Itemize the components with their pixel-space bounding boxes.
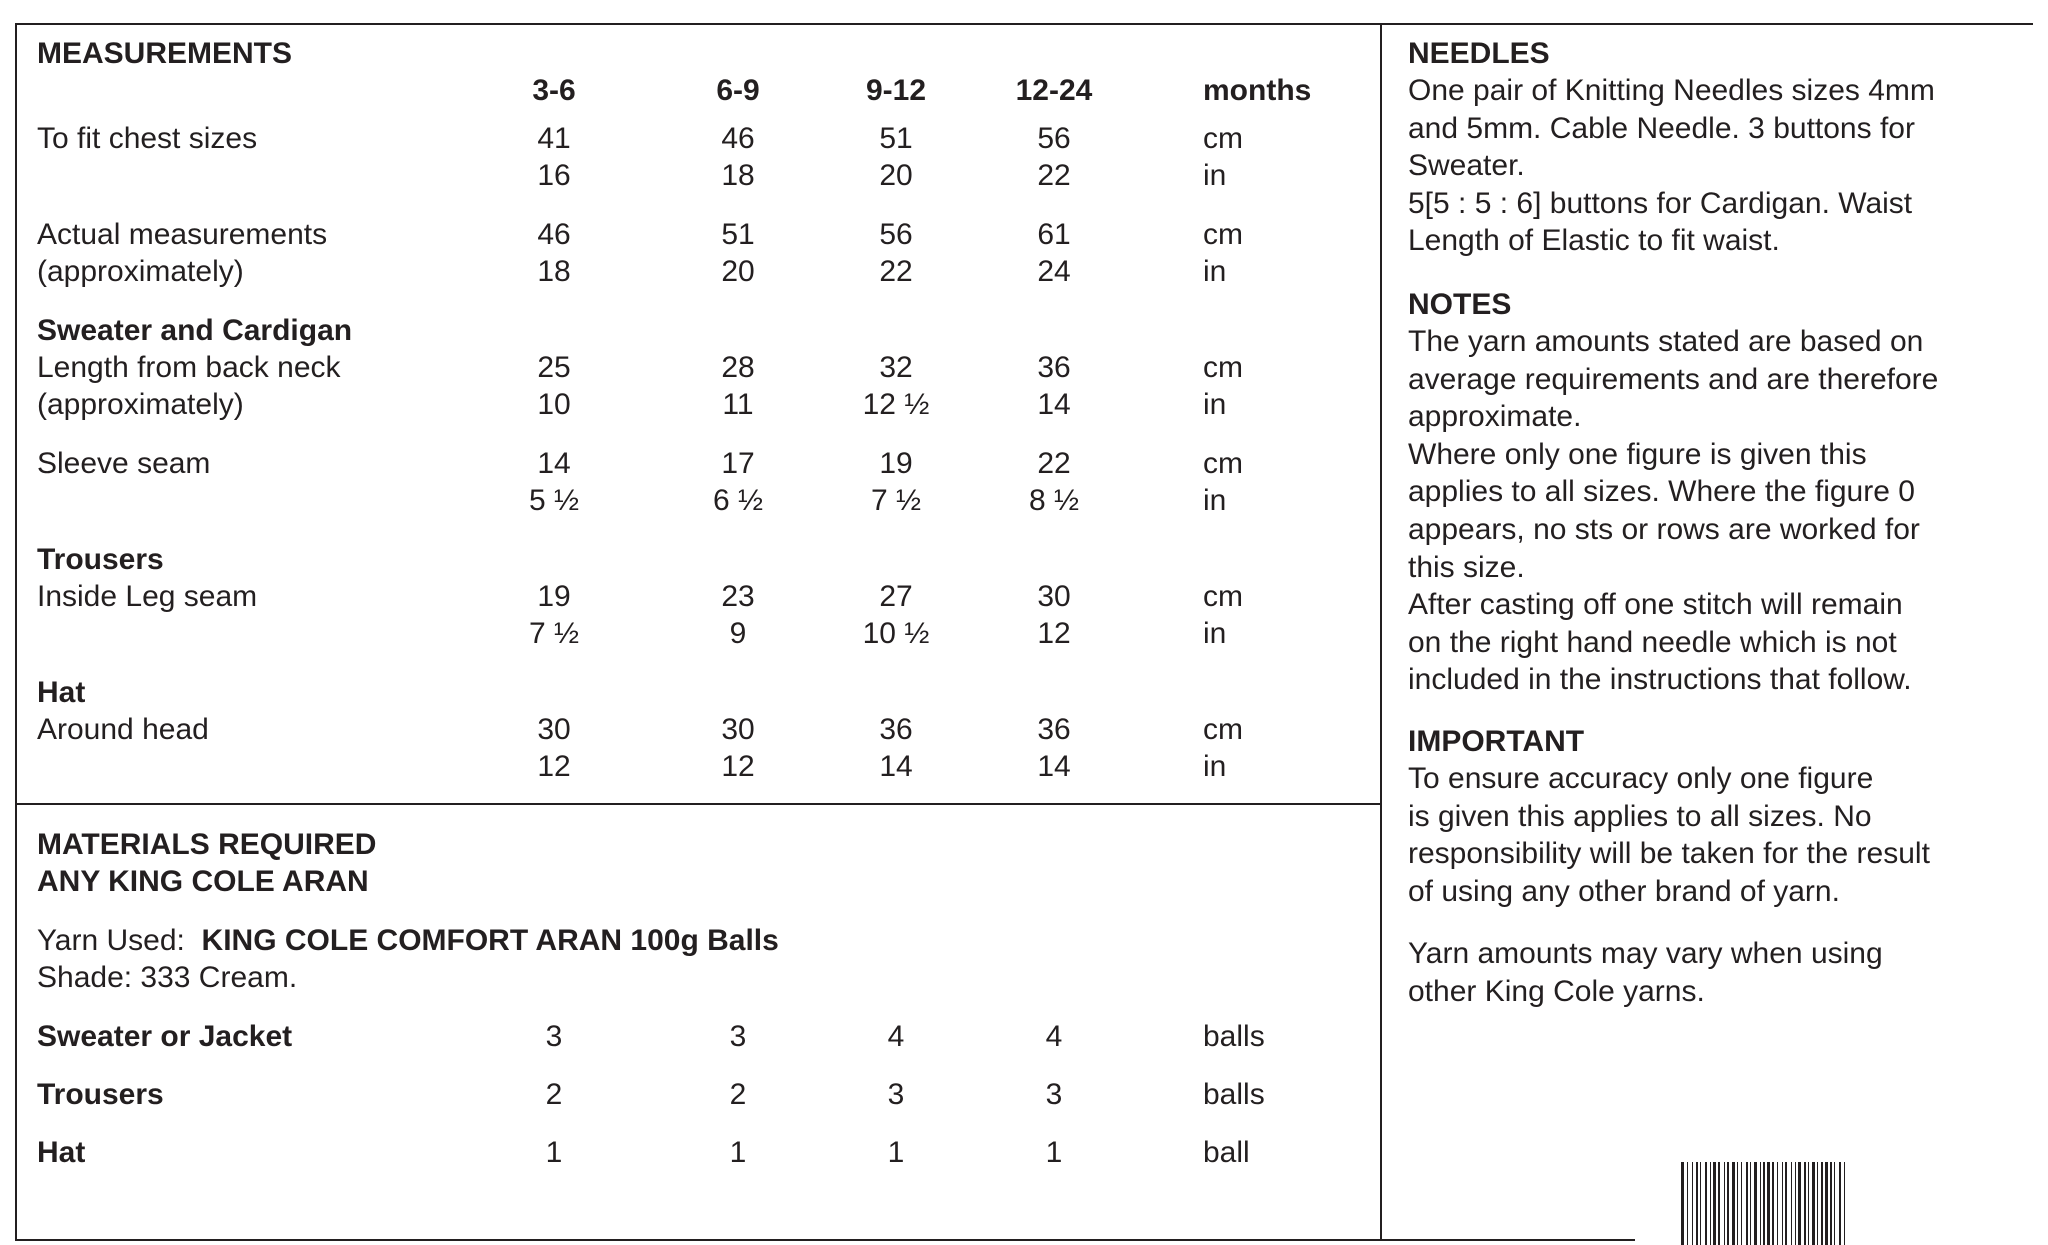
row-label: To fit chest sizes xyxy=(37,122,258,155)
material-unit: ball xyxy=(1203,1136,1250,1169)
text-line: After casting off one stitch will remain xyxy=(1408,588,1903,622)
important-heading: IMPORTANT xyxy=(1408,725,1585,758)
barcode-icon xyxy=(1681,1162,2011,1245)
text-line: included in the instructions that follow. xyxy=(1408,663,1912,697)
cell-cm: 51 xyxy=(879,122,913,155)
text-line: Length of Elastic to fit waist. xyxy=(1408,224,1780,258)
cell-in: 7 ½ xyxy=(870,484,922,517)
cell-cm: 28 xyxy=(721,351,755,384)
material-row-label: Sweater or Jacket xyxy=(37,1020,293,1053)
unit-cm: cm xyxy=(1203,122,1243,155)
material-row-label: Trousers xyxy=(37,1078,164,1111)
cell-cm: 27 xyxy=(879,580,913,613)
text-line: responsibility will be taken for the result xyxy=(1408,837,1930,871)
cell-in: 20 xyxy=(721,255,755,288)
material-cell: 3 xyxy=(545,1020,563,1053)
cell-in: 8 ½ xyxy=(1028,484,1080,517)
cell-in: 5 ½ xyxy=(528,484,580,517)
cell-cm: 30 xyxy=(537,713,571,746)
unit-column-header: months xyxy=(1203,74,1312,107)
unit-cm: cm xyxy=(1203,713,1243,746)
material-cell: 1 xyxy=(545,1136,563,1169)
frame-top-border xyxy=(15,23,2033,25)
frame-bottom-border xyxy=(15,1239,1635,1241)
materials-heading: MATERIALS REQUIRED xyxy=(37,828,377,861)
unit-cm: cm xyxy=(1203,447,1243,480)
cell-cm: 56 xyxy=(879,218,913,251)
cell-cm: 30 xyxy=(721,713,755,746)
text-line: of using any other brand of yarn. xyxy=(1408,874,1840,908)
row-label: Around head xyxy=(37,713,209,746)
row-label: Actual measurements xyxy=(37,218,328,251)
text-line: applies to all sizes. Where the figure 0 xyxy=(1408,475,1915,509)
cell-in: 11 xyxy=(722,388,754,421)
material-cell: 3 xyxy=(887,1078,905,1111)
material-cell: 4 xyxy=(887,1020,905,1053)
cell-in: 14 xyxy=(1037,388,1071,421)
cell-cm: 36 xyxy=(879,713,913,746)
row-label-note: (approximately) xyxy=(37,255,244,288)
cell-in: 14 xyxy=(1037,750,1071,783)
materials-subheading: ANY KING COLE ARAN xyxy=(37,865,369,898)
cell-in: 16 xyxy=(537,159,571,192)
text-line: Sweater. xyxy=(1408,149,1525,183)
cell-in: 22 xyxy=(879,255,913,288)
unit-in: in xyxy=(1203,388,1227,421)
unit-cm: cm xyxy=(1203,580,1243,613)
size-column-header: 12-24 xyxy=(1015,74,1093,107)
cell-in: 18 xyxy=(721,159,755,192)
text-line: 5[5 : 5 : 6] buttons for Cardigan. Waist xyxy=(1408,186,1913,220)
frame-left-border xyxy=(15,23,17,1241)
cell-in: 24 xyxy=(1037,255,1071,288)
unit-in: in xyxy=(1203,159,1227,192)
text-line: average requirements and are therefore xyxy=(1408,362,1939,396)
text-line: this size. xyxy=(1408,550,1525,584)
cell-cm: 32 xyxy=(879,351,913,384)
shade-line: Shade: 333 Cream. xyxy=(37,961,298,994)
material-cell: 2 xyxy=(545,1078,563,1111)
section-heading: Hat xyxy=(37,676,86,709)
text-line: The yarn amounts stated are based on xyxy=(1408,325,1924,358)
yarn-used-value: KING COLE COMFORT ARAN 100g Balls xyxy=(201,924,779,957)
needles-heading: NEEDLES xyxy=(1408,37,1550,70)
text-line: appears, no sts or rows are worked for xyxy=(1408,512,1920,546)
cell-cm: 41 xyxy=(537,122,571,155)
cell-cm: 51 xyxy=(721,218,755,251)
needles-text xyxy=(1408,72,2008,260)
cell-cm: 61 xyxy=(1037,218,1071,251)
cell-cm: 25 xyxy=(537,351,571,384)
measurements-heading: MEASUREMENTS xyxy=(37,37,293,70)
material-cell: 4 xyxy=(1045,1020,1063,1053)
unit-cm: cm xyxy=(1203,218,1243,251)
yarn-used-label: Yarn Used: xyxy=(37,924,185,957)
cell-in: 10 xyxy=(537,388,571,421)
material-cell: 1 xyxy=(887,1136,905,1169)
material-cell: 3 xyxy=(729,1020,747,1053)
cell-cm: 30 xyxy=(1037,580,1071,613)
yarn-used-line xyxy=(37,922,779,959)
frame-column-divider xyxy=(1380,23,1382,1241)
text-line: approximate. xyxy=(1408,400,1582,434)
material-cell: 1 xyxy=(1045,1136,1063,1169)
text-line: One pair of Knitting Needles sizes 4mm xyxy=(1408,74,1935,107)
cell-cm: 22 xyxy=(1037,447,1071,480)
size-column-header: 3-6 xyxy=(532,74,576,107)
material-cell: 2 xyxy=(729,1078,747,1111)
text-line: and 5mm. Cable Needle. 3 buttons for xyxy=(1408,111,1915,145)
notes-text xyxy=(1408,323,2008,699)
unit-in: in xyxy=(1203,255,1227,288)
notes-heading: NOTES xyxy=(1408,288,1512,321)
material-cell: 1 xyxy=(729,1136,747,1169)
material-unit: balls xyxy=(1203,1020,1265,1053)
cell-in: 7 ½ xyxy=(528,617,580,650)
text-line: Yarn amounts may vary when using xyxy=(1408,937,1883,970)
size-column-header: 6-9 xyxy=(716,74,760,107)
cell-in: 6 ½ xyxy=(712,484,764,517)
cell-cm: 14 xyxy=(537,447,571,480)
cell-cm: 36 xyxy=(1037,351,1071,384)
row-label: Sleeve seam xyxy=(37,447,211,480)
unit-in: in xyxy=(1203,484,1227,517)
cell-in: 12 xyxy=(1037,617,1071,650)
cell-cm: 17 xyxy=(721,447,755,480)
cell-cm: 46 xyxy=(537,218,571,251)
row-label-note: (approximately) xyxy=(37,388,244,421)
row-label: Inside Leg seam xyxy=(37,580,258,613)
cell-in: 10 ½ xyxy=(862,617,930,650)
cell-in: 18 xyxy=(537,255,571,288)
cell-in: 9 xyxy=(729,617,747,650)
cell-cm: 36 xyxy=(1037,713,1071,746)
material-cell: 3 xyxy=(1045,1078,1063,1111)
material-row-label: Hat xyxy=(37,1136,86,1169)
important-text xyxy=(1408,760,2008,910)
frame-section-divider xyxy=(15,803,1382,805)
text-line: To ensure accuracy only one figure xyxy=(1408,762,1874,795)
unit-in: in xyxy=(1203,750,1227,783)
section-heading: Sweater and Cardigan xyxy=(37,314,353,347)
cell-in: 12 xyxy=(721,750,755,783)
cell-cm: 46 xyxy=(721,122,755,155)
yarn-variation-note xyxy=(1408,935,2008,1010)
cell-cm: 19 xyxy=(879,447,913,480)
cell-cm: 19 xyxy=(537,580,571,613)
text-line: on the right hand needle which is not xyxy=(1408,625,1897,659)
size-column-header: 9-12 xyxy=(865,74,927,107)
material-unit: balls xyxy=(1203,1078,1265,1111)
cell-in: 20 xyxy=(879,159,913,192)
text-line: other King Cole yarns. xyxy=(1408,974,1705,1008)
section-heading: Trousers xyxy=(37,543,164,576)
unit-cm: cm xyxy=(1203,351,1243,384)
cell-cm: 23 xyxy=(721,580,755,613)
row-label: Length from back neck xyxy=(37,351,341,384)
cell-in: 14 xyxy=(879,750,913,783)
text-line: Where only one figure is given this xyxy=(1408,437,1867,471)
cell-in: 12 ½ xyxy=(862,388,930,421)
cell-in: 22 xyxy=(1037,159,1071,192)
cell-in: 12 xyxy=(537,750,571,783)
unit-in: in xyxy=(1203,617,1227,650)
cell-cm: 56 xyxy=(1037,122,1071,155)
text-line: is given this applies to all sizes. No xyxy=(1408,799,1872,833)
